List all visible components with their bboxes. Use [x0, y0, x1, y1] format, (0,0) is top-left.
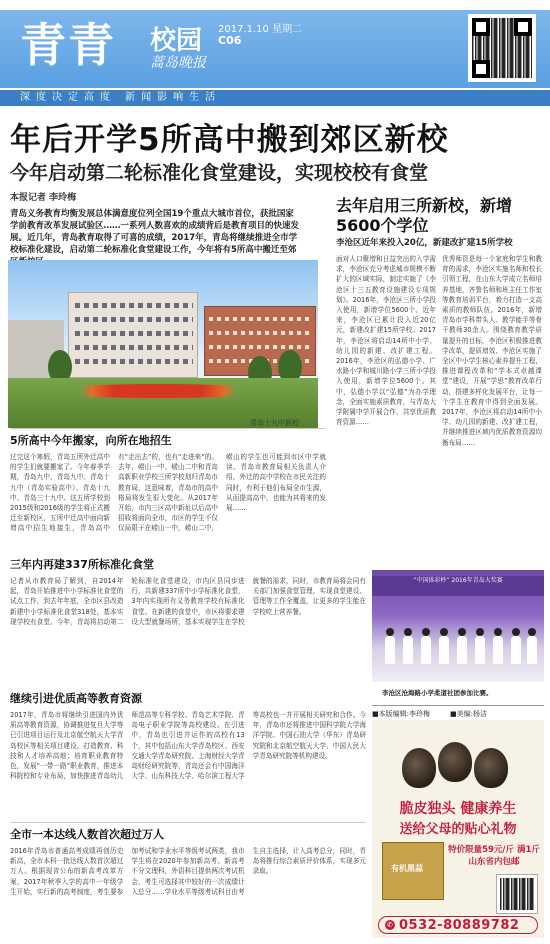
masthead-slogan: 深度决定高度 新闻影响生活 — [0, 90, 550, 106]
section-text-relocation: 过完这个寒假，青岛五所外迁高中的学生们就要搬家了。今年春季学期，青岛九中、青岛九中、青岛十九中（青岛实验高中）、青岛十九中、青岛三十九中、这五所学校到2015级和2016级的学生将正式搬迁至新校区，五所中迁高中面向新增高中招生地接生，青岛高中有“走出去”的，也有“走进来”的。去年，崂山一中、崂山二中和青岛高新职业学校三所学校划归青岛市教育局，这意味着，青岛市的高中格局将发生很大变化。从2017年开始，市内三区高中新址以后高中招收将面向全市，市区的学生不仅仅局限于在崂山一中，崂山二中，崂山的学生也可能到市区中学就读。青岛市教育局相关负责人介绍，外迁的高中学校在市民关注的同时，有利于他们布局全市生源，从而提高高中，也能为其将来的发展…… — [10, 453, 326, 533]
right-article-text-col1: 面对人口聚增和日益突出的入学需求，李沧区充分考虑城市规模不断扩大的区域实际，制定实施了《李沧区十三五教育设施建设专项规划》。2016年，李沧区三所小学投入使用，新增学位5600个。近年来，李沧区已累计投入近20亿元，新建改扩建15所学校。2017年，李沧区将启动14所中小学、幼儿园的新建、改扩建工程。2016年，李沧区的弘德小学、广水路小学和城川路小学三所小学投入使用，新增学位5600个。其中，弘德小学以“弘德”为办学理念，全面实施素质教育，与青岛大学附属中学开展合作，共享优质教育资源…… — [336, 255, 436, 427]
issue-weekday: 星期二 — [272, 24, 303, 35]
section-heading-canteens: 三年内再建337所标准化食堂 — [10, 558, 154, 571]
ad-price: 特价限量59元/斤 满1斤山东省内包邮 — [448, 845, 540, 867]
photo-caption: 青岛十九中新校 — [250, 419, 299, 427]
ad-headline: 脆皮独头 健康养生 — [399, 801, 517, 817]
byline: 本报记者 李玲梅 — [10, 193, 77, 203]
black-garlic-image — [400, 738, 510, 794]
right-article-text-col2: 优秀师资是每一个家庭和学生和教育的需求，李沧区实施名师和校长引领工程，在山东大学成立名师培养基地，齐鲁名师和班主任工作室等教育培训平台，着力打造一支高素质的教师队伍。2016年，新增青岛市学科带头人、教学能手等骨干教师30余人。围绕教育教学质量提升的目标，李沧区积极推进教学改革，提质增效、李沧区实施了全区中小学生核心素养提升工程，推进课程改革和“学本式卓越课堂”建设，开展“学思”教育改革行动，搭建多样化发展平台，让每一个学生在教育中得到全面发展。2017年，李沧区将启动14所中小学、幼儿园的新建、改扩建工程，并继续推进区域内优质教育资源均衡布局…… — [442, 255, 542, 447]
masthead-title: 青青 — [20, 18, 116, 72]
judo-banner: “中国体彩杯” 2016年青岛大奖赛 — [372, 576, 544, 596]
masthead — [0, 0, 550, 106]
lead-paragraph: 青岛义务教育均衡发展总体满意度位列全国19个重点大城市首位，获批国家学前教育改革发展试验区……一系列人数喜欢的成绩背后是教育项目的快速发展。近几年，青岛教育取得了可喜的成绩，2017年，青岛将继续推进全市学校标准化建设，启动第二轮标准化食堂建设工作，今年将有5所高中搬迁至郊 — [10, 209, 300, 255]
page-number: C06 — [218, 34, 242, 47]
section-text-higher-education: 2017年，青岛市将继续引进国内外优质高等教育资源，协调推进复旦大学等已引进项目运行及北京航空航天大学青岛校区等相关项目建设，打造教育、科技和人才培养高地；培育职业教育特色，发展“一带一路”职业教育，推进本科院校和专业布局，加快推进青岛幼儿师范高等专科学校、青岛艺术学院、青岛电子职业学院等高校建设。在引进中，青岛也引进并运作的高校有13个，其中包括山东大学青岛校区、西安交通大学青岛研究院、上海财经大学青岛财经研究院等，青岛还会有中国海洋大学、山东科技大学、哈尔滨工程大学等高校也一并开展相关研究和合作。今年，青岛市还将推进中国科学院大学海洋学院、中国石油大学（华东）青岛研究院和北京航空航天大学、中国人民大学青岛研究院等机构建设。 — [10, 711, 366, 781]
right-article-subtitle: 李沧区近年来投入20亿，新建改扩建15所学校 — [336, 238, 513, 248]
school-photo — [8, 260, 318, 428]
ad-tagline: 送给父母的贴心礼物 — [399, 822, 517, 837]
ad-phone-number: 0532-80889782 — [399, 917, 520, 933]
designer-credit: ■美编:杨洁 — [449, 710, 487, 718]
advertisement[interactable] — [372, 720, 544, 938]
issue-date-value: 2017.1.10 — [218, 24, 269, 35]
phone-icon: ✆ — [385, 920, 395, 930]
section-heading-relocation: 5所高中今年搬家，向所在地招生 — [10, 434, 172, 447]
newspaper-name: 蒿岛晚报 — [150, 55, 206, 71]
masthead-section: 校园 — [150, 26, 203, 56]
section-heading-higher-education: 继续引进优质高等教育资源 — [10, 692, 142, 705]
divider — [10, 822, 366, 823]
judo-photo — [372, 570, 544, 682]
gift-box-image — [382, 842, 444, 900]
judo-photo-caption: 李沧区沧海路小学柔道社团参加比赛。 — [382, 689, 493, 697]
section-text-canteens: 记者从市教育局了解到，自2014年起，青岛开始推进中小学标准化食堂的试点工作，到去年年底，全市区县改造新建中小学标准化食堂318处，基本实现学校有食堂。今年，青岛将启动第二轮标准化食堂建设，市内区县同步进行，共新建337所中小学标准化食堂，3年内实现所有义务教育学校有标准化食堂。在新建的食堂中，市区将要求建设大型就餐场所，基本实现学生在学校就餐的需求，同时，市教育局将会同有关部门加强食堂管理，实现食堂建设、管理等工作全覆盖，让更多的学生能在学校吃上营养餐。 — [10, 577, 366, 626]
gift-box-label: 有机黑蒜 — [391, 864, 423, 873]
qr-code-icon — [468, 14, 536, 82]
editor-credits — [372, 705, 544, 719]
main-subheadline: 今年启动第二轮标准化食堂建设，实现校校有食堂 — [10, 162, 429, 184]
ad-phone-box[interactable] — [378, 916, 538, 934]
section-text-exam-results: 2016年青岛市普通高考成绩再创历史新高，全市本科一批达线人数首次超过万人。根据现省公布的新高考改革方案，2017年秋季入学的高中一年级学生开始，实行新的高考制度，考生要参加考试和学业水平等级考试两类，我市学生将在2020年参加新高考。新高考不分文理科，外语科目提供两次考试机会，考生可选择其中较好的一次成绩计入总分……学业水平等级考试科目由考生自主选择，计入高考总分，同时，青岛将推行综合素质评价体系，实现多元录取。 — [10, 847, 366, 896]
divider — [10, 428, 326, 429]
editor-credit: ■本版编辑:李玲梅 — [372, 710, 430, 718]
main-headline: 年后开学5所高中搬到郊区新校 — [10, 122, 449, 158]
issue-date — [218, 20, 302, 35]
section-heading-exam-results: 全市一本达线人数首次超过万人 — [10, 828, 164, 841]
ad-qr-code-icon — [496, 874, 538, 914]
right-article-title: 去年启用三所新校，新增5600个学位 — [336, 196, 513, 235]
